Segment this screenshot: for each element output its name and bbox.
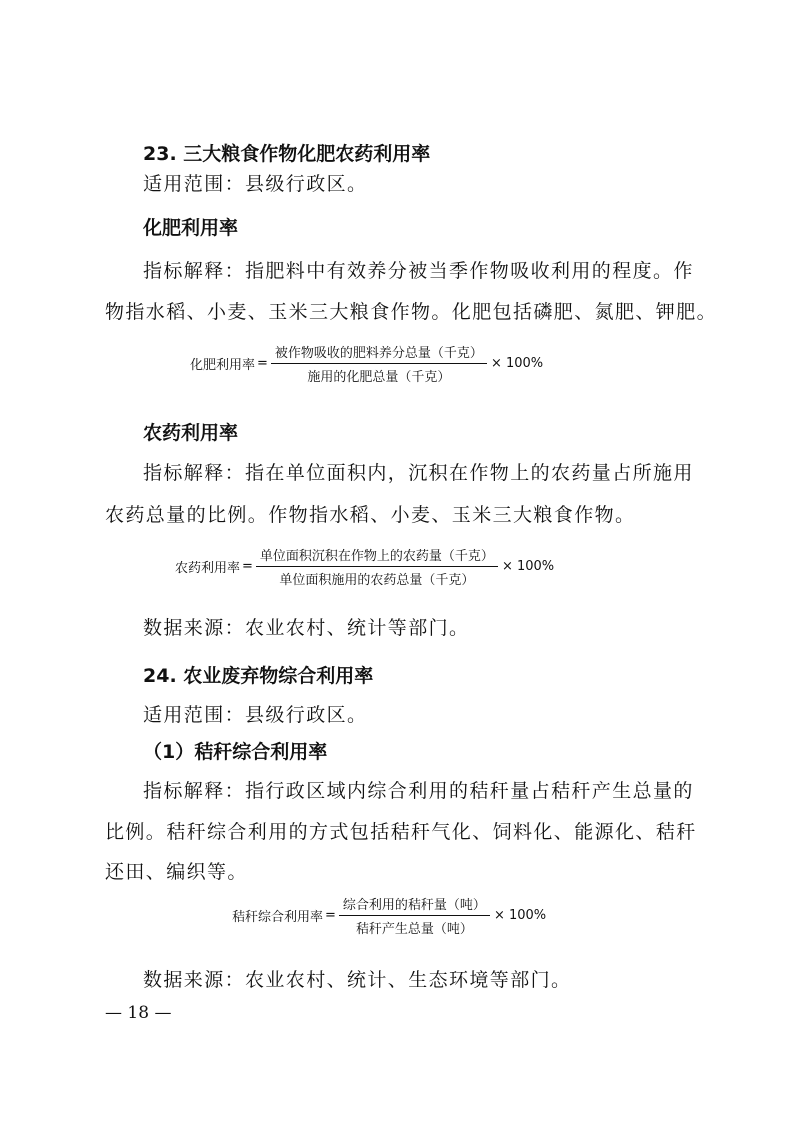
formula-multiplier: × 100% (493, 908, 547, 923)
fertilizer-heading: 化肥利用率 (143, 217, 239, 239)
formula-fraction (339, 894, 490, 937)
straw-explanation-line-2: 比例。秸秆综合利用的方式包括秸秆气化、饲料化、能源化、秸秆 (105, 821, 697, 843)
section-24-title: 24. 农业废弃物综合利用率 (143, 665, 374, 687)
page-number: — 18 — (105, 1003, 172, 1023)
formula-denominator: 施用的化肥总量（千克） (307, 370, 451, 385)
formula-lhs: 农药利用率 (175, 561, 241, 576)
straw-explanation-line-1: 指标解释：指行政区域内综合利用的秸秆量占秸秆产生总量的 (143, 780, 694, 802)
straw-explanation-line-3: 还田、编织等。 (105, 861, 248, 883)
pesticide-formula (175, 545, 554, 588)
formula-denominator: 秸秆产生总量（吨） (355, 922, 473, 937)
straw-formula (232, 894, 546, 937)
formula-lhs: 秸秆综合利用率 (232, 910, 324, 925)
formula-multiplier: × 100% (490, 356, 544, 371)
section-24-data-source: 数据来源：农业农村、统计、生态环境等部门。 (143, 969, 572, 991)
pesticide-explanation-line-2: 农药总量的比例。作物指水稻、小麦、玉米三大粮食作物。 (105, 504, 636, 526)
section-24-scope: 适用范围：县级行政区。 (143, 704, 368, 726)
formula-multiplier: × 100% (501, 559, 555, 574)
formula-equals: = (325, 908, 336, 923)
fertilizer-explanation-line-1: 指标解释：指肥料中有效养分被当季作物吸收利用的程度。作 (143, 260, 694, 282)
formula-lhs: 化肥利用率 (190, 358, 256, 373)
pesticide-explanation-line-1: 指标解释：指在单位面积内，沉积在作物上的农药量占所施用 (143, 462, 694, 484)
fertilizer-formula (190, 342, 543, 385)
formula-fraction (256, 545, 498, 588)
pesticide-heading: 农药利用率 (143, 422, 239, 444)
fertilizer-explanation-line-2: 物指水稻、小麦、玉米三大粮食作物。化肥包括磷肥、氮肥、钾肥。 (105, 301, 718, 323)
formula-equals: = (242, 559, 253, 574)
section-23-title: 23. 三大粮食作物化肥农药利用率 (143, 143, 431, 165)
formula-equals: = (257, 356, 268, 371)
formula-numerator: 综合利用的秸秆量（吨） (339, 894, 490, 916)
section-23-scope: 适用范围：县级行政区。 (143, 173, 368, 195)
formula-fraction (271, 342, 487, 385)
section-23-data-source: 数据来源：农业农村、统计等部门。 (143, 617, 470, 639)
formula-denominator: 单位面积施用的农药总量（千克） (279, 573, 475, 588)
formula-numerator: 被作物吸收的肥料养分总量（千克） (271, 342, 487, 364)
straw-heading: （1）秸秆综合利用率 (143, 741, 328, 763)
formula-numerator: 单位面积沉积在作物上的农药量（千克） (256, 545, 498, 567)
